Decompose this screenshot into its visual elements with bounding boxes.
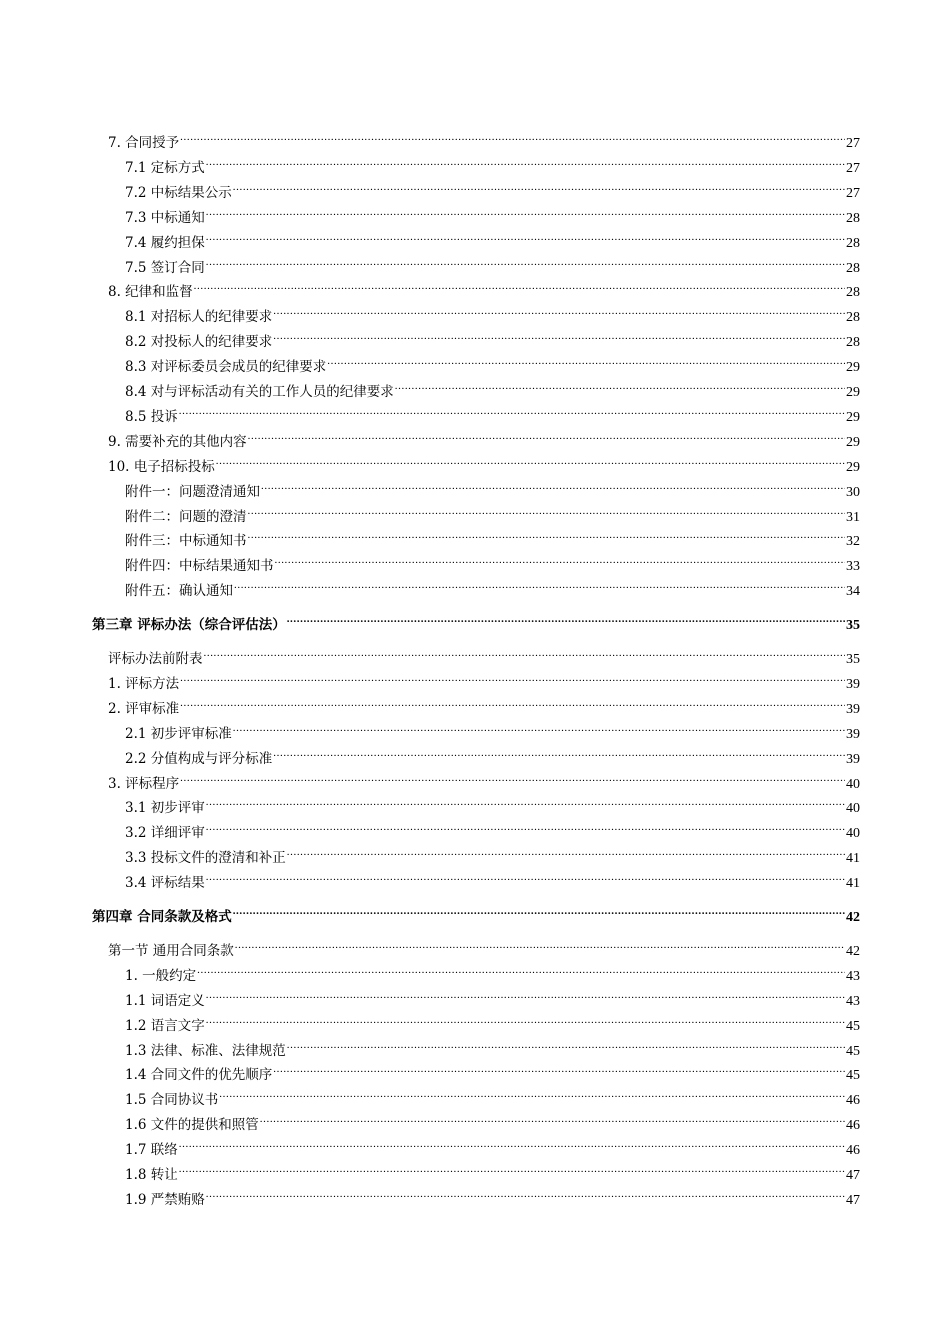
toc-entry-title: 1.1 词语定义 <box>125 992 205 1009</box>
toc-entry-page: 45 <box>846 1018 860 1034</box>
toc-dot-leader <box>261 476 845 496</box>
toc-entry-page: 39 <box>846 751 860 767</box>
toc-entry[interactable] <box>125 401 860 425</box>
toc-entry-title: 2. 评审标准 <box>108 700 180 717</box>
toc-entry-page: 30 <box>846 484 860 500</box>
toc-entry[interactable] <box>125 501 860 525</box>
toc-entry-page: 35 <box>846 618 860 634</box>
toc-entry-title: 2.1 初步评审标准 <box>125 725 232 742</box>
toc-entry[interactable] <box>125 252 860 276</box>
toc-chapter[interactable] <box>92 901 860 925</box>
toc-entry[interactable] <box>125 351 860 376</box>
toc-entry-page: 28 <box>846 235 860 251</box>
toc-dot-leader <box>206 152 845 172</box>
toc-entry-title: 评标办法前附表 <box>108 651 203 667</box>
toc-entry-page: 28 <box>846 310 860 326</box>
toc-entry-title: 第三章 评标办法（综合评估法） <box>92 617 286 634</box>
toc-dot-leader <box>180 127 845 147</box>
toc-entry-title: 7.3 中标通知 <box>125 209 205 226</box>
toc-entry[interactable] <box>108 693 860 717</box>
toc-entry[interactable] <box>125 152 860 176</box>
toc-dot-leader <box>287 842 845 862</box>
toc-entry[interactable] <box>125 1184 860 1208</box>
toc-entry[interactable] <box>108 935 860 959</box>
toc-entry-title: 1.3 法律、标准、法律规范 <box>125 1042 286 1059</box>
toc-dot-leader <box>204 643 846 663</box>
toc-entry-page: 27 <box>846 160 860 176</box>
toc-chapter[interactable] <box>92 609 860 634</box>
toc-entry-page: 39 <box>846 676 860 692</box>
toc-entry[interactable] <box>125 1084 860 1109</box>
toc-entry-title: 附件三：中标通知书 <box>125 533 247 550</box>
toc-entry[interactable] <box>125 550 860 575</box>
toc-entry-page: 47 <box>846 1192 860 1208</box>
toc-entry-title: 附件一：问题澄清通知 <box>125 483 260 500</box>
toc-entry[interactable] <box>125 1059 860 1084</box>
toc-entry[interactable] <box>108 643 860 667</box>
toc-entry-title: 附件五：确认通知 <box>125 583 233 600</box>
toc-entry-page: 46 <box>846 1143 860 1159</box>
toc-entry-page: 46 <box>846 1093 860 1109</box>
toc-entry-page: 29 <box>846 409 860 425</box>
toc-entry[interactable] <box>108 127 860 151</box>
toc-entry-page: 45 <box>846 1043 860 1059</box>
toc-entry-page: 29 <box>846 434 860 450</box>
toc-entry-title: 7. 合同授予 <box>108 135 180 151</box>
toc-entry-page: 33 <box>846 559 860 575</box>
toc-dot-leader <box>395 376 845 396</box>
toc-entry-page: 46 <box>846 1118 860 1134</box>
toc-entry-title: 1.4 合同文件的优先顺序 <box>125 1067 273 1084</box>
toc-entry-page: 45 <box>846 1068 860 1084</box>
toc-dot-leader <box>180 693 845 713</box>
toc-entry-page: 29 <box>846 459 860 475</box>
toc-dot-leader <box>233 901 845 921</box>
toc-entry-title: 1.7 联络 <box>125 1142 178 1159</box>
toc-entry-page: 29 <box>846 360 860 376</box>
toc-entry-page: 40 <box>846 826 860 842</box>
toc-entry-title: 8.1 对招标人的纪律要求 <box>125 309 273 326</box>
toc-entry-page: 42 <box>846 943 860 959</box>
toc-entry[interactable] <box>125 476 860 500</box>
toc-dot-leader <box>206 1010 845 1030</box>
toc-entry[interactable] <box>125 1159 860 1183</box>
toc-dot-leader <box>206 227 845 247</box>
toc-entry-page: 39 <box>846 701 860 717</box>
toc-entry-title: 第一节 通用合同条款 <box>108 942 234 959</box>
toc-entry-title: 8.2 对投标人的纪律要求 <box>125 334 273 351</box>
toc-entry-title: 7.5 签订合同 <box>125 259 205 276</box>
toc-entry-page: 47 <box>846 1168 860 1183</box>
toc-entry[interactable] <box>125 743 860 767</box>
toc-entry-title: 3.2 详细评审 <box>125 825 205 842</box>
toc-dot-leader <box>206 252 845 272</box>
toc-entry-page: 41 <box>846 876 860 892</box>
toc-dot-leader <box>194 276 845 296</box>
toc-entry[interactable] <box>108 451 860 475</box>
toc-entry-page: 32 <box>846 534 860 550</box>
toc-entry-title: 7.2 中标结果公示 <box>125 184 232 201</box>
toc-entry-title: 8.4 对与评标活动有关的工作人员的纪律要求 <box>125 384 394 400</box>
toc-dot-leader <box>179 1159 845 1179</box>
toc-entry-page: 39 <box>846 726 860 742</box>
toc-dot-leader <box>179 1134 845 1154</box>
toc-dot-leader <box>235 935 845 955</box>
toc-entry[interactable] <box>125 202 860 226</box>
toc-entry[interactable] <box>108 426 860 450</box>
toc-entry-title: 8. 纪律和监督 <box>108 284 193 301</box>
toc-entry-page: 31 <box>846 509 860 525</box>
toc-entry-page: 40 <box>846 776 860 792</box>
toc-entry[interactable] <box>125 960 860 984</box>
toc-entry-title: 10. 电子招标投标 <box>108 458 215 475</box>
toc-dot-leader <box>219 1084 845 1104</box>
toc-entry-page: 43 <box>846 993 860 1009</box>
toc-dot-leader <box>233 718 845 738</box>
toc-entry-page: 27 <box>846 185 860 201</box>
toc-entry-page: 42 <box>846 910 860 925</box>
toc-entry-title: 3.3 投标文件的澄清和补正 <box>125 850 286 867</box>
toc-entry[interactable] <box>125 1035 860 1059</box>
toc-entry[interactable] <box>125 575 860 600</box>
toc-entry-title: 1. 一般约定 <box>125 967 197 984</box>
toc-dot-leader <box>273 301 845 321</box>
toc-entry[interactable] <box>125 1109 860 1134</box>
toc-dot-leader <box>206 867 845 887</box>
toc-entry[interactable] <box>125 985 860 1009</box>
toc-entry-title: 1.6 文件的提供和照管 <box>125 1117 259 1134</box>
toc-dot-leader <box>327 351 845 371</box>
toc-dot-leader <box>273 326 845 346</box>
toc-dot-leader <box>216 451 845 471</box>
toc-entry[interactable] <box>125 301 860 326</box>
toc-entry-title: 9. 需要补充的其他内容 <box>108 433 247 450</box>
toc-entry-page: 28 <box>846 210 860 226</box>
toc-entry-page: 43 <box>846 968 860 984</box>
toc-entry[interactable] <box>125 227 860 251</box>
toc-entry-title: 3. 评标程序 <box>108 775 180 792</box>
toc-entry[interactable] <box>125 718 860 742</box>
toc-entry[interactable] <box>125 792 860 817</box>
toc-entry-title: 附件四：中标结果通知书 <box>125 558 274 575</box>
toc-entry-title: 第四章 合同条款及格式 <box>92 909 232 925</box>
toc-dot-leader <box>287 609 845 629</box>
toc-dot-leader <box>180 668 845 688</box>
toc-entry-title: 8.3 对评标委员会成员的纪律要求 <box>125 359 327 376</box>
toc-dot-leader <box>273 1059 845 1079</box>
toc-entry[interactable] <box>125 1010 860 1034</box>
toc-entry-page: 27 <box>846 136 860 151</box>
toc-entry-page: 29 <box>846 385 860 400</box>
toc-dot-leader <box>179 401 845 421</box>
toc-entry[interactable] <box>125 326 860 351</box>
toc-dot-leader <box>273 743 845 763</box>
toc-dot-leader <box>233 177 845 197</box>
toc-dot-leader <box>206 985 845 1005</box>
toc-entry[interactable] <box>125 525 860 550</box>
toc-entry-title: 1.8 转让 <box>125 1167 178 1183</box>
toc-entry-title: 1.5 合同协议书 <box>125 1092 219 1109</box>
toc-dot-leader <box>248 525 846 545</box>
toc-entry-title: 3.4 评标结果 <box>125 875 205 892</box>
toc-dot-leader <box>287 1035 845 1055</box>
toc-entry[interactable] <box>125 1134 860 1159</box>
toc-entry[interactable] <box>125 842 860 867</box>
toc-dot-leader <box>234 575 845 595</box>
toc-dot-leader <box>248 501 846 521</box>
toc-entry-title: 1. 评标方法 <box>108 675 180 692</box>
toc-entry-page: 28 <box>846 335 860 351</box>
toc-entry[interactable] <box>125 867 860 892</box>
toc-dot-leader <box>248 426 845 446</box>
toc-dot-leader <box>206 202 845 222</box>
toc-entry-title: 7.1 定标方式 <box>125 159 205 176</box>
toc-entry-title: 1.9 严禁贿赂 <box>125 1191 205 1208</box>
toc-entry[interactable] <box>108 668 860 692</box>
toc-entry-page: 28 <box>846 260 860 276</box>
toc-entry-page: 28 <box>846 285 860 301</box>
toc-entry[interactable] <box>125 817 860 842</box>
toc-dot-leader <box>206 1184 845 1204</box>
toc-entry[interactable] <box>108 276 860 301</box>
toc-entry-page: 41 <box>846 851 860 867</box>
toc-entry[interactable] <box>125 376 860 400</box>
toc-dot-leader <box>206 817 845 837</box>
toc-dot-leader <box>180 768 845 788</box>
toc-dot-leader <box>260 1109 845 1129</box>
toc-entry-title: 1.2 语言文字 <box>125 1017 205 1034</box>
toc-entry-page: 40 <box>846 801 860 817</box>
toc-entry-page: 34 <box>846 584 860 600</box>
toc-dot-leader <box>275 550 846 570</box>
toc-entry-title: 8.5 投诉 <box>125 408 178 425</box>
toc-dot-leader <box>197 960 845 980</box>
toc-entry[interactable] <box>125 177 860 201</box>
toc-entry-title: 7.4 履约担保 <box>125 234 205 251</box>
toc-dot-leader <box>206 792 845 812</box>
toc-entry-title: 附件二：问题的澄清 <box>125 508 247 525</box>
toc-entry-title: 3.1 初步评审 <box>125 800 205 817</box>
toc-entry-page: 35 <box>846 652 860 667</box>
toc-entry-title: 2.2 分值构成与评分标准 <box>125 750 273 767</box>
toc-entry[interactable] <box>108 768 860 792</box>
